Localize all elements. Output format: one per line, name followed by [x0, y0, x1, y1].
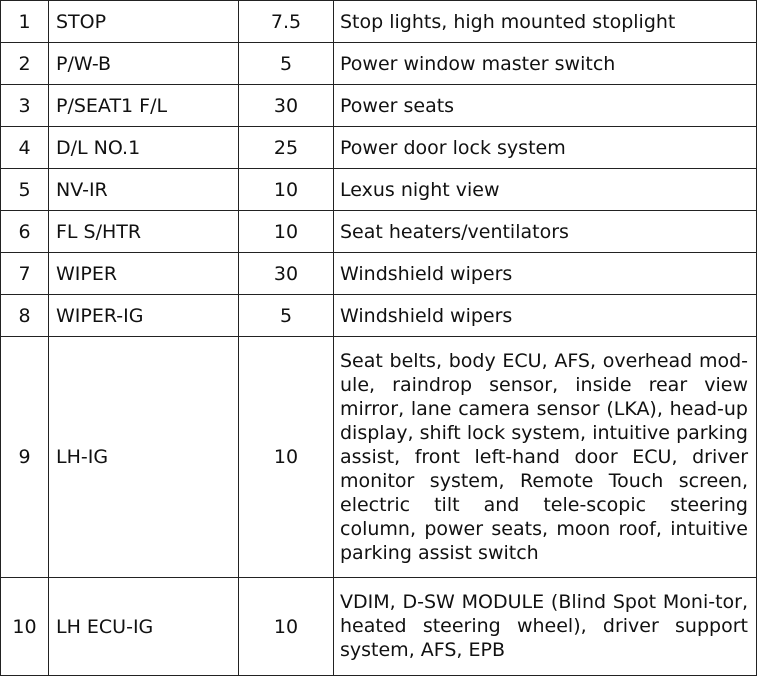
fuse-circuit: Lexus night view [334, 169, 757, 211]
table-row [1, 43, 757, 85]
fuse-circuit: Seat heaters/ventilators [334, 211, 757, 253]
fuse-name: WIPER [49, 253, 239, 295]
fuse-name: WIPER-IG [49, 295, 239, 337]
fuse-number: 4 [1, 127, 49, 169]
table-row [1, 211, 757, 253]
fuse-table-body [1, 1, 757, 676]
fuse-name: D/L NO.1 [49, 127, 239, 169]
fuse-name: P/W-B [49, 43, 239, 85]
fuse-ampere: 30 [239, 85, 334, 127]
table-row [1, 295, 757, 337]
fuse-ampere: 5 [239, 43, 334, 85]
fuse-ampere: 25 [239, 127, 334, 169]
fuse-number: 9 [1, 337, 49, 578]
fuse-name: LH ECU-IG [49, 578, 239, 676]
fuse-ampere: 10 [239, 211, 334, 253]
fuse-name: FL S/HTR [49, 211, 239, 253]
fuse-ampere: 10 [239, 169, 334, 211]
fuse-number: 6 [1, 211, 49, 253]
fuse-ampere: 10 [239, 337, 334, 578]
fuse-circuit: Stop lights, high mounted stoplight [334, 1, 757, 43]
fuse-number: 2 [1, 43, 49, 85]
fuse-ampere: 7.5 [239, 1, 334, 43]
fuse-ampere: 10 [239, 578, 334, 676]
fuse-circuit: Windshield wipers [334, 295, 757, 337]
fuse-circuit: Seat belts, body ECU, AFS, overhead mod-ule, raindrop sensor, inside rear view mirror, lane camera sensor (LKA), head-up display, shift lock system, intuitive parking assist, front left-hand door ECU, driver monitor system, Remote Touch screen, electric tilt and tele-scopic steering column, power seats, moon roof, intuitive parking assist switch [334, 337, 757, 578]
fuse-circuit: Power door lock system [334, 127, 757, 169]
table-row [1, 127, 757, 169]
fuse-circuit: Power seats [334, 85, 757, 127]
fuse-name: STOP [49, 1, 239, 43]
table-row [1, 1, 757, 43]
fuse-circuit: Power window master switch [334, 43, 757, 85]
fuse-number: 10 [1, 578, 49, 676]
table-row [1, 337, 757, 578]
fuse-name: LH-IG [49, 337, 239, 578]
fuse-name: NV-IR [49, 169, 239, 211]
fuse-number: 8 [1, 295, 49, 337]
table-row [1, 169, 757, 211]
table-row [1, 253, 757, 295]
fuse-number: 1 [1, 1, 49, 43]
fuse-circuit: Windshield wipers [334, 253, 757, 295]
fuse-name: P/SEAT1 F/L [49, 85, 239, 127]
table-row [1, 85, 757, 127]
fuse-circuit: VDIM, D-SW MODULE (Blind Spot Moni-tor, heated steering wheel), driver support system, AFS, EPB [334, 578, 757, 676]
fuse-number: 7 [1, 253, 49, 295]
table-row [1, 578, 757, 676]
fuse-number: 3 [1, 85, 49, 127]
fuse-number: 5 [1, 169, 49, 211]
fuse-ampere: 5 [239, 295, 334, 337]
fuse-ampere: 30 [239, 253, 334, 295]
